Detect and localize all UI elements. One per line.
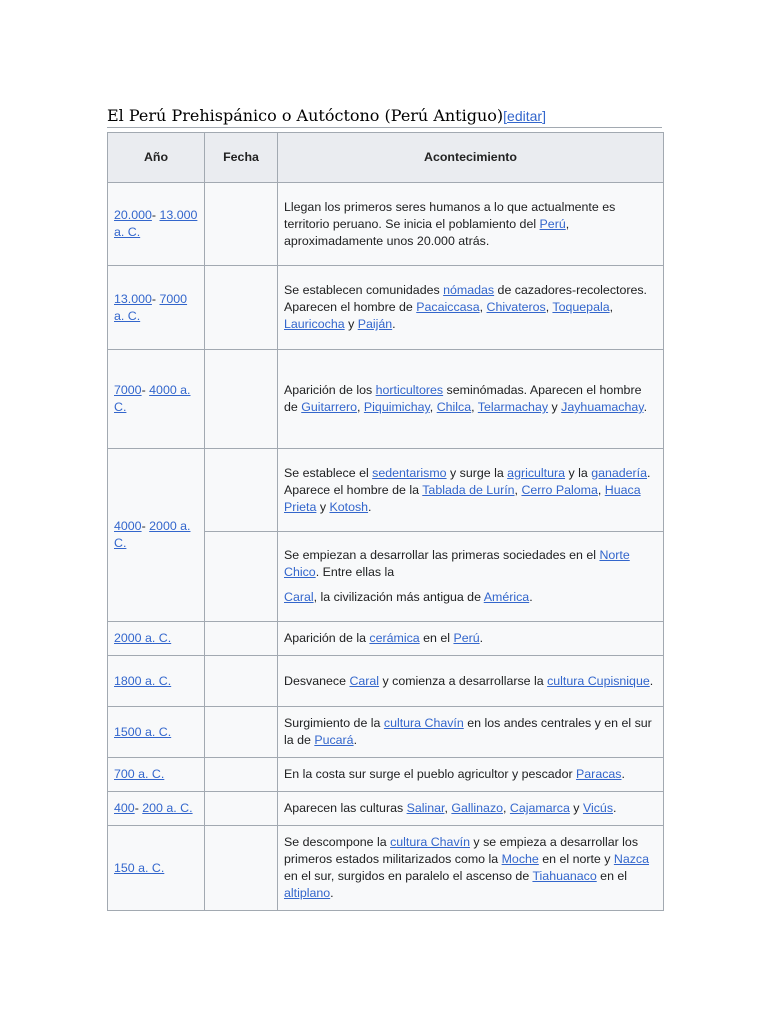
event-link[interactable]: Lauricocha bbox=[284, 317, 345, 331]
table-row bbox=[108, 183, 664, 266]
table-row bbox=[108, 826, 664, 911]
table-row bbox=[108, 707, 664, 758]
event-text: Se establece el bbox=[284, 465, 373, 480]
event-link[interactable]: cerámica bbox=[369, 631, 420, 645]
date-cell bbox=[205, 656, 278, 707]
date-cell bbox=[205, 183, 278, 266]
event-text: y bbox=[344, 317, 358, 331]
event-cell bbox=[278, 532, 664, 622]
event-link[interactable]: Perú bbox=[539, 216, 566, 231]
event-text: Se empiezan a desarrollar las primeras sociedades en el bbox=[284, 548, 600, 562]
event-cell bbox=[278, 758, 664, 792]
event-cell bbox=[278, 350, 664, 449]
year-link[interactable]: 1800 a. C. bbox=[114, 673, 172, 688]
event-text: y bbox=[569, 801, 583, 815]
event-link[interactable]: Tiahuanaco bbox=[532, 869, 597, 883]
year-link[interactable]: 2000 a. C. bbox=[114, 631, 172, 645]
year-link[interactable]: 700 a. C. bbox=[114, 767, 165, 781]
event-link[interactable]: Guitarrero bbox=[301, 400, 358, 414]
event-text: . bbox=[479, 631, 484, 645]
date-cell bbox=[205, 532, 278, 622]
event-paragraph bbox=[284, 589, 657, 606]
year-link[interactable]: 200 a. C. bbox=[142, 801, 193, 815]
date-cell bbox=[205, 758, 278, 792]
event-text: y bbox=[548, 400, 562, 414]
event-text: , bbox=[503, 801, 510, 815]
event-text: , bbox=[444, 801, 452, 815]
event-link[interactable]: Pacaiccasa bbox=[416, 300, 480, 314]
event-text: Desvanece bbox=[284, 673, 350, 688]
event-paragraph bbox=[284, 834, 657, 902]
event-link[interactable]: Chivateros bbox=[486, 300, 546, 314]
event-paragraph bbox=[284, 199, 657, 250]
table-row bbox=[108, 656, 664, 707]
event-text: . bbox=[368, 499, 372, 514]
year-text: - bbox=[134, 801, 143, 815]
event-cell bbox=[278, 792, 664, 826]
event-link[interactable]: Vicús bbox=[582, 801, 614, 815]
header-year: Año bbox=[108, 133, 205, 183]
event-text: de cazadores-recolectores. Aparecen el hombre de bbox=[284, 283, 648, 314]
event-link[interactable]: Moche bbox=[501, 852, 539, 866]
event-link[interactable]: cultura Chavín bbox=[390, 835, 470, 849]
year-cell bbox=[108, 707, 205, 758]
event-cell bbox=[278, 656, 664, 707]
event-text: , bbox=[514, 482, 522, 497]
edit-link[interactable]: editar bbox=[507, 108, 543, 124]
year-link[interactable]: 150 a. C. bbox=[114, 860, 165, 875]
event-text: . bbox=[613, 801, 617, 815]
timeline-table bbox=[107, 132, 664, 911]
header-event: Acontecimiento bbox=[278, 133, 664, 183]
event-link[interactable]: horticultores bbox=[375, 383, 444, 397]
event-text: Llegan los primeros seres humanos a lo que actualmente es territorio peruano. Se inicia el poblamiento del bbox=[284, 199, 616, 231]
event-text: , bbox=[429, 400, 437, 414]
event-link[interactable]: Cerro Paloma bbox=[521, 482, 598, 497]
event-cell bbox=[278, 622, 664, 656]
event-text: . bbox=[649, 673, 654, 688]
date-cell bbox=[205, 449, 278, 532]
year-cell bbox=[108, 758, 205, 792]
event-text: en el sur, surgidos en paralelo el ascenso de bbox=[284, 869, 533, 883]
section-heading bbox=[107, 104, 662, 128]
year-link[interactable]: 1500 a. C. bbox=[114, 724, 172, 739]
table-row bbox=[108, 350, 664, 449]
event-link[interactable]: Pucará bbox=[314, 733, 354, 747]
year-cell bbox=[108, 826, 205, 911]
event-link[interactable]: agricultura bbox=[507, 465, 566, 480]
event-text: En la costa sur surge el pueblo agricultor y pescador bbox=[284, 767, 577, 781]
event-link[interactable]: altiplano bbox=[284, 886, 331, 900]
event-link[interactable]: Paiján bbox=[357, 317, 393, 331]
year-cell bbox=[108, 622, 205, 656]
table-row bbox=[108, 449, 664, 532]
event-text: , bbox=[597, 482, 605, 497]
event-text: y la bbox=[565, 465, 592, 480]
event-text: Aparición de la bbox=[284, 631, 370, 645]
year-link[interactable]: 4000 bbox=[114, 519, 142, 533]
event-cell bbox=[278, 826, 664, 911]
date-cell bbox=[205, 622, 278, 656]
event-text: Se descompone la bbox=[284, 835, 391, 849]
event-text: y comienza a desarrollarse la bbox=[379, 673, 548, 688]
event-link[interactable]: Piquimichay bbox=[363, 400, 430, 414]
event-paragraph bbox=[284, 382, 657, 416]
event-link[interactable]: Salinar bbox=[406, 801, 445, 815]
year-cell bbox=[108, 792, 205, 826]
event-link[interactable]: Caral bbox=[349, 673, 380, 688]
year-link[interactable]: 4000 a. C. bbox=[114, 383, 191, 414]
event-text: en el norte y bbox=[538, 852, 614, 866]
year-cell bbox=[108, 183, 205, 266]
event-paragraph bbox=[284, 766, 657, 783]
event-text: Aparición de los bbox=[284, 383, 376, 397]
event-text: , la civilización más antigua de bbox=[313, 590, 484, 604]
event-link[interactable]: Telarmachay bbox=[477, 400, 549, 414]
year-link[interactable]: 7000 bbox=[114, 383, 142, 397]
event-text: y surge la bbox=[446, 465, 508, 480]
table-row bbox=[108, 758, 664, 792]
event-text: , bbox=[357, 400, 364, 414]
event-link[interactable]: Caral bbox=[284, 590, 314, 604]
event-link[interactable]: Huaca Prieta bbox=[284, 482, 641, 514]
event-link[interactable]: Kotosh bbox=[329, 499, 369, 514]
event-link[interactable]: Norte Chico bbox=[284, 548, 630, 579]
year-text: - bbox=[141, 519, 150, 533]
event-paragraph bbox=[284, 715, 657, 749]
event-paragraph bbox=[284, 630, 657, 647]
event-text: . bbox=[330, 886, 334, 900]
event-link[interactable]: Tablada de Lurín bbox=[422, 482, 515, 497]
event-link[interactable]: Paracas bbox=[576, 767, 622, 781]
year-link[interactable]: 400 bbox=[114, 801, 135, 815]
edit-bracket-open: [ bbox=[503, 108, 508, 124]
section-title: El Perú Prehispánico o Autóctono (Perú Antiguo) bbox=[107, 106, 504, 125]
event-text: . bbox=[643, 400, 648, 414]
year-text: - bbox=[151, 208, 160, 222]
event-paragraph bbox=[284, 547, 657, 581]
event-link[interactable]: Jayhuamachay bbox=[561, 400, 644, 414]
date-cell bbox=[205, 350, 278, 449]
year-cell bbox=[108, 350, 205, 449]
event-text: y se empieza a desarrollar los primeros estados militarizados como la bbox=[284, 835, 639, 866]
event-link[interactable]: Toquepala bbox=[552, 300, 610, 314]
event-text: Surgimiento de la bbox=[284, 716, 384, 730]
year-link[interactable]: 13.000 bbox=[114, 291, 152, 306]
year-link[interactable]: 7000 a. C. bbox=[114, 291, 188, 323]
edit-section bbox=[503, 108, 546, 124]
date-cell bbox=[205, 707, 278, 758]
date-cell bbox=[205, 792, 278, 826]
event-paragraph bbox=[284, 465, 657, 516]
date-cell bbox=[205, 826, 278, 911]
date-cell bbox=[205, 266, 278, 350]
event-text: . Entre ellas la bbox=[315, 565, 395, 579]
event-link[interactable]: cultura Cupisnique bbox=[547, 673, 650, 688]
event-paragraph bbox=[284, 673, 657, 690]
year-link[interactable]: 20.000 bbox=[114, 208, 152, 222]
event-text: en el bbox=[596, 869, 628, 883]
year-text: - bbox=[141, 383, 150, 397]
table-row bbox=[108, 622, 664, 656]
table-header-row bbox=[108, 133, 664, 183]
event-link[interactable]: ganadería bbox=[591, 465, 648, 480]
event-text: , bbox=[609, 300, 614, 314]
event-text: . Aparece el hombre de la bbox=[284, 465, 651, 497]
event-link[interactable]: Cajamarca bbox=[509, 801, 570, 815]
event-text: seminómadas. Aparecen el hombre de bbox=[284, 383, 642, 414]
year-text: - bbox=[151, 291, 160, 306]
event-cell bbox=[278, 707, 664, 758]
year-cell bbox=[108, 656, 205, 707]
event-link[interactable]: Perú bbox=[453, 631, 480, 645]
event-link[interactable]: Nazca bbox=[613, 852, 650, 866]
table-body bbox=[108, 183, 664, 911]
event-paragraph bbox=[284, 800, 657, 817]
event-text: en el bbox=[419, 631, 454, 645]
event-cell bbox=[278, 183, 664, 266]
event-text: , bbox=[471, 400, 478, 414]
event-link[interactable]: Gallinazo bbox=[451, 801, 504, 815]
event-cell bbox=[278, 449, 664, 532]
event-link[interactable]: cultura Chavín bbox=[383, 716, 464, 730]
table-row bbox=[108, 792, 664, 826]
event-link[interactable]: nómadas bbox=[443, 283, 495, 297]
event-text: y bbox=[316, 499, 330, 514]
event-text: Se establecen comunidades bbox=[284, 283, 444, 297]
event-text: . bbox=[353, 733, 358, 747]
event-paragraph bbox=[284, 282, 657, 333]
edit-bracket-close: ] bbox=[542, 108, 546, 124]
event-text: Aparecen las culturas bbox=[284, 801, 407, 815]
event-link[interactable]: América bbox=[483, 590, 530, 604]
year-cell bbox=[108, 449, 205, 622]
year-cell bbox=[108, 266, 205, 350]
event-text: . bbox=[392, 317, 396, 331]
year-link[interactable]: 13.000 a. C. bbox=[114, 208, 198, 239]
event-text: . bbox=[621, 767, 625, 781]
event-text: , bbox=[545, 300, 553, 314]
header-date: Fecha bbox=[205, 133, 278, 183]
event-cell bbox=[278, 266, 664, 350]
year-link[interactable]: 2000 a. C. bbox=[114, 519, 191, 550]
event-link[interactable]: sedentarismo bbox=[372, 465, 447, 480]
table-row bbox=[108, 266, 664, 350]
event-text: en los andes centrales y en el sur la de bbox=[284, 716, 652, 747]
event-text: , bbox=[479, 300, 487, 314]
event-text: . bbox=[529, 590, 533, 604]
event-link[interactable]: Chilca bbox=[436, 400, 472, 414]
event-text: , aproximadamente unos 20.000 atrás. bbox=[284, 216, 570, 248]
